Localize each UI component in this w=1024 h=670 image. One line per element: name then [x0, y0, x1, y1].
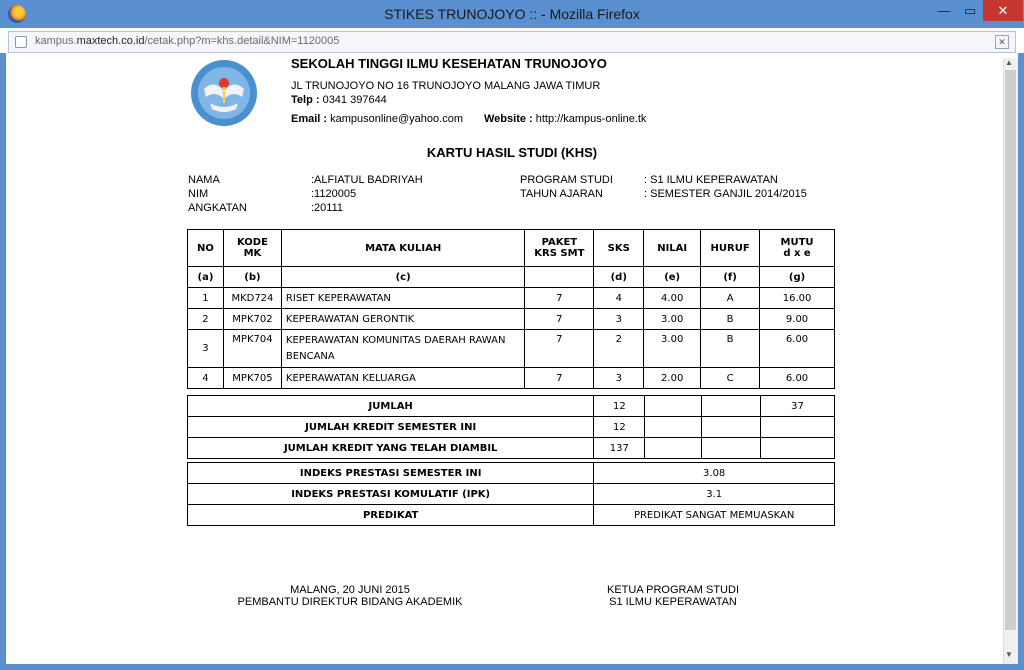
window-frame-bottom: [0, 664, 1024, 670]
row-no: 3: [188, 330, 224, 368]
telp-value: 0341 397644: [319, 94, 387, 106]
subheader-f: (f): [701, 267, 760, 288]
scroll-down-icon[interactable]: ▼: [1005, 650, 1013, 659]
row-no: 2: [188, 309, 224, 330]
subheader-a: (a): [188, 267, 224, 288]
subheader-b: (b): [223, 267, 281, 288]
email-value: kampusonline@yahoo.com: [327, 113, 463, 125]
row-kode: MPK704: [223, 330, 281, 368]
kredit-semester-label: JUMLAH KREDIT SEMESTER INI: [188, 417, 594, 438]
header-kode: [223, 230, 281, 267]
empty-cell: [702, 396, 761, 417]
url-path: /cetak.php?m=khs.detail&NIM=1120005: [144, 35, 340, 47]
tahun-value: : SEMESTER GANJIL 2014/2015: [644, 188, 807, 200]
signature-left-date: MALANG, 20 JUNI 2015: [290, 584, 410, 596]
index-row: [188, 463, 835, 484]
table-row: [188, 288, 835, 309]
subheader-g: (g): [760, 267, 835, 288]
empty-cell: [645, 396, 702, 417]
header-mutu-line1: MUTU: [780, 237, 814, 248]
table-subheader-row: [188, 267, 835, 288]
predikat-value: PREDIKAT SANGAT MEMUASKAN: [594, 505, 835, 526]
close-window-button[interactable]: ✕: [983, 0, 1023, 21]
grade-table: [187, 229, 835, 389]
empty-cell: [761, 438, 835, 459]
signature-right: [573, 584, 773, 608]
jumlah-sks: 12: [594, 396, 645, 417]
subheader-empty: [525, 267, 594, 288]
header-sks: SKS: [594, 230, 644, 267]
row-mata-kuliah: KEPERAWATAN KOMUNITAS DAERAH RAWAN BENCANA: [281, 330, 524, 368]
header-paket: [525, 230, 594, 267]
angkatan-value: :20111: [311, 202, 344, 214]
website-value: http://kampus-online.tk: [532, 113, 647, 125]
maximize-button[interactable]: ▭: [963, 2, 977, 18]
nim-value: :1120005: [311, 188, 357, 200]
page-icon: [15, 36, 27, 48]
ipk-value: 3.1: [594, 484, 835, 505]
header-nilai: NILAI: [644, 230, 701, 267]
table-row: [188, 309, 835, 330]
nama-value: :ALFIATUL BADRIYAH: [311, 174, 423, 186]
subheader-d: (d): [594, 267, 644, 288]
summary-table: [187, 395, 835, 459]
row-paket: 7: [525, 288, 594, 309]
school-website: [484, 113, 646, 125]
minimize-button[interactable]: —: [937, 3, 951, 18]
header-paket-line1: PAKET: [541, 237, 578, 248]
url-close-icon[interactable]: ✕: [995, 35, 1009, 49]
row-sks: 3: [594, 309, 644, 330]
row-mata-kuliah: KEPERAWATAN GERONTIK: [281, 309, 524, 330]
row-nilai: 4.00: [644, 288, 701, 309]
prodi-value: : S1 ILMU KEPERAWATAN: [644, 174, 778, 186]
kredit-diambil-value: 137: [594, 438, 645, 459]
row-nilai: 3.00: [644, 309, 701, 330]
header-kode-line2: MK: [243, 248, 262, 259]
school-name: SEKOLAH TINGGI ILMU KESEHATAN TRUNOJOYO: [291, 56, 607, 71]
empty-cell: [702, 417, 761, 438]
signature-left-title: PEMBANTU DIREKTUR BIDANG AKADEMIK: [237, 596, 463, 608]
tahun-label: TAHUN AJARAN: [520, 188, 603, 200]
row-sks: 3: [594, 368, 644, 389]
header-mutu-line2: d x e: [783, 248, 811, 259]
row-mutu: 6.00: [760, 368, 835, 389]
table-row: [188, 368, 835, 389]
school-email: [291, 113, 463, 125]
school-address: JL TRUNOJOYO NO 16 TRUNOJOYO MALANG JAWA TIMUR: [291, 80, 601, 92]
ipk-label: INDEKS PRESTASI KOMULATIF (IPK): [188, 484, 594, 505]
header-mata-kuliah: MATA KULIAH: [281, 230, 524, 267]
url-prefix: kampus.: [35, 35, 77, 47]
header-kode-line1: KODE: [236, 237, 268, 248]
row-nilai: 3.00: [644, 330, 701, 368]
row-paket: 7: [525, 368, 594, 389]
empty-cell: [645, 417, 702, 438]
table-row: [188, 330, 835, 368]
subheader-c: (c): [281, 267, 524, 288]
url-domain: maxtech.co.id: [76, 35, 145, 47]
row-mutu: 16.00: [760, 288, 835, 309]
header-huruf: HURUF: [701, 230, 760, 267]
angkatan-label: ANGKATAN: [188, 202, 247, 214]
header-paket-line2: KRS SMT: [534, 248, 585, 259]
telp-label: Telp :: [291, 94, 320, 106]
row-kode: MPK702: [223, 309, 281, 330]
row-kode: MKD724: [223, 288, 281, 309]
index-row: [188, 484, 835, 505]
email-label: Email :: [291, 113, 328, 125]
nim-label: NIM: [188, 188, 209, 200]
summary-row: [188, 417, 835, 438]
row-kode: MPK705: [223, 368, 281, 389]
row-huruf: B: [701, 330, 760, 368]
row-mutu: 9.00: [760, 309, 835, 330]
subheader-e: (e): [644, 267, 701, 288]
scroll-up-icon[interactable]: ▲: [1005, 58, 1013, 67]
table-header-row: [188, 230, 835, 267]
row-paket: 7: [525, 309, 594, 330]
signature-left: [230, 584, 470, 608]
row-huruf: C: [701, 368, 760, 389]
signature-right-program: S1 ILMU KEPERAWATAN: [609, 596, 737, 608]
ips-value: 3.08: [594, 463, 835, 484]
page-title: KARTU HASIL STUDI (KHS): [426, 145, 598, 160]
address-bar[interactable]: [8, 31, 1016, 53]
jumlah-label: JUMLAH: [188, 396, 594, 417]
row-huruf: A: [701, 288, 760, 309]
row-no: 1: [188, 288, 224, 309]
school-telp: [291, 94, 387, 106]
index-table: [187, 462, 835, 526]
row-huruf: B: [701, 309, 760, 330]
tut-wuri-handayani-logo-icon: [190, 59, 258, 127]
window-titlebar: [0, 0, 1024, 28]
jumlah-mutu: 37: [761, 396, 835, 417]
window-title: STIKES TRUNOJOYO :: - Mozilla Firefox: [384, 6, 640, 22]
row-sks: 4: [594, 288, 644, 309]
kredit-diambil-label: JUMLAH KREDIT YANG TELAH DIAMBIL: [188, 438, 594, 459]
website-label: Website :: [484, 113, 533, 125]
header-mutu: [760, 230, 835, 267]
signature-right-title: KETUA PROGRAM STUDI: [606, 584, 740, 596]
row-no: 4: [188, 368, 224, 389]
kredit-semester-value: 12: [594, 417, 645, 438]
empty-cell: [761, 417, 835, 438]
summary-row: [188, 396, 835, 417]
header-no: NO: [188, 230, 224, 267]
url-text[interactable]: [35, 35, 339, 47]
predikat-label: PREDIKAT: [188, 505, 594, 526]
nama-label: NAMA: [188, 174, 220, 186]
empty-cell: [645, 438, 702, 459]
prodi-label: PROGRAM STUDI: [520, 174, 613, 186]
summary-row: [188, 438, 835, 459]
row-mutu: 6.00: [760, 330, 835, 368]
row-nilai: 2.00: [644, 368, 701, 389]
ips-label: INDEKS PRESTASI SEMESTER INI: [188, 463, 594, 484]
row-sks: 2: [594, 330, 644, 368]
row-paket: 7: [525, 330, 594, 368]
empty-cell: [702, 438, 761, 459]
row-mata-kuliah: KEPERAWATAN KELUARGA: [281, 368, 524, 389]
row-mata-kuliah: RISET KEPERAWATAN: [281, 288, 524, 309]
index-row: [188, 505, 835, 526]
